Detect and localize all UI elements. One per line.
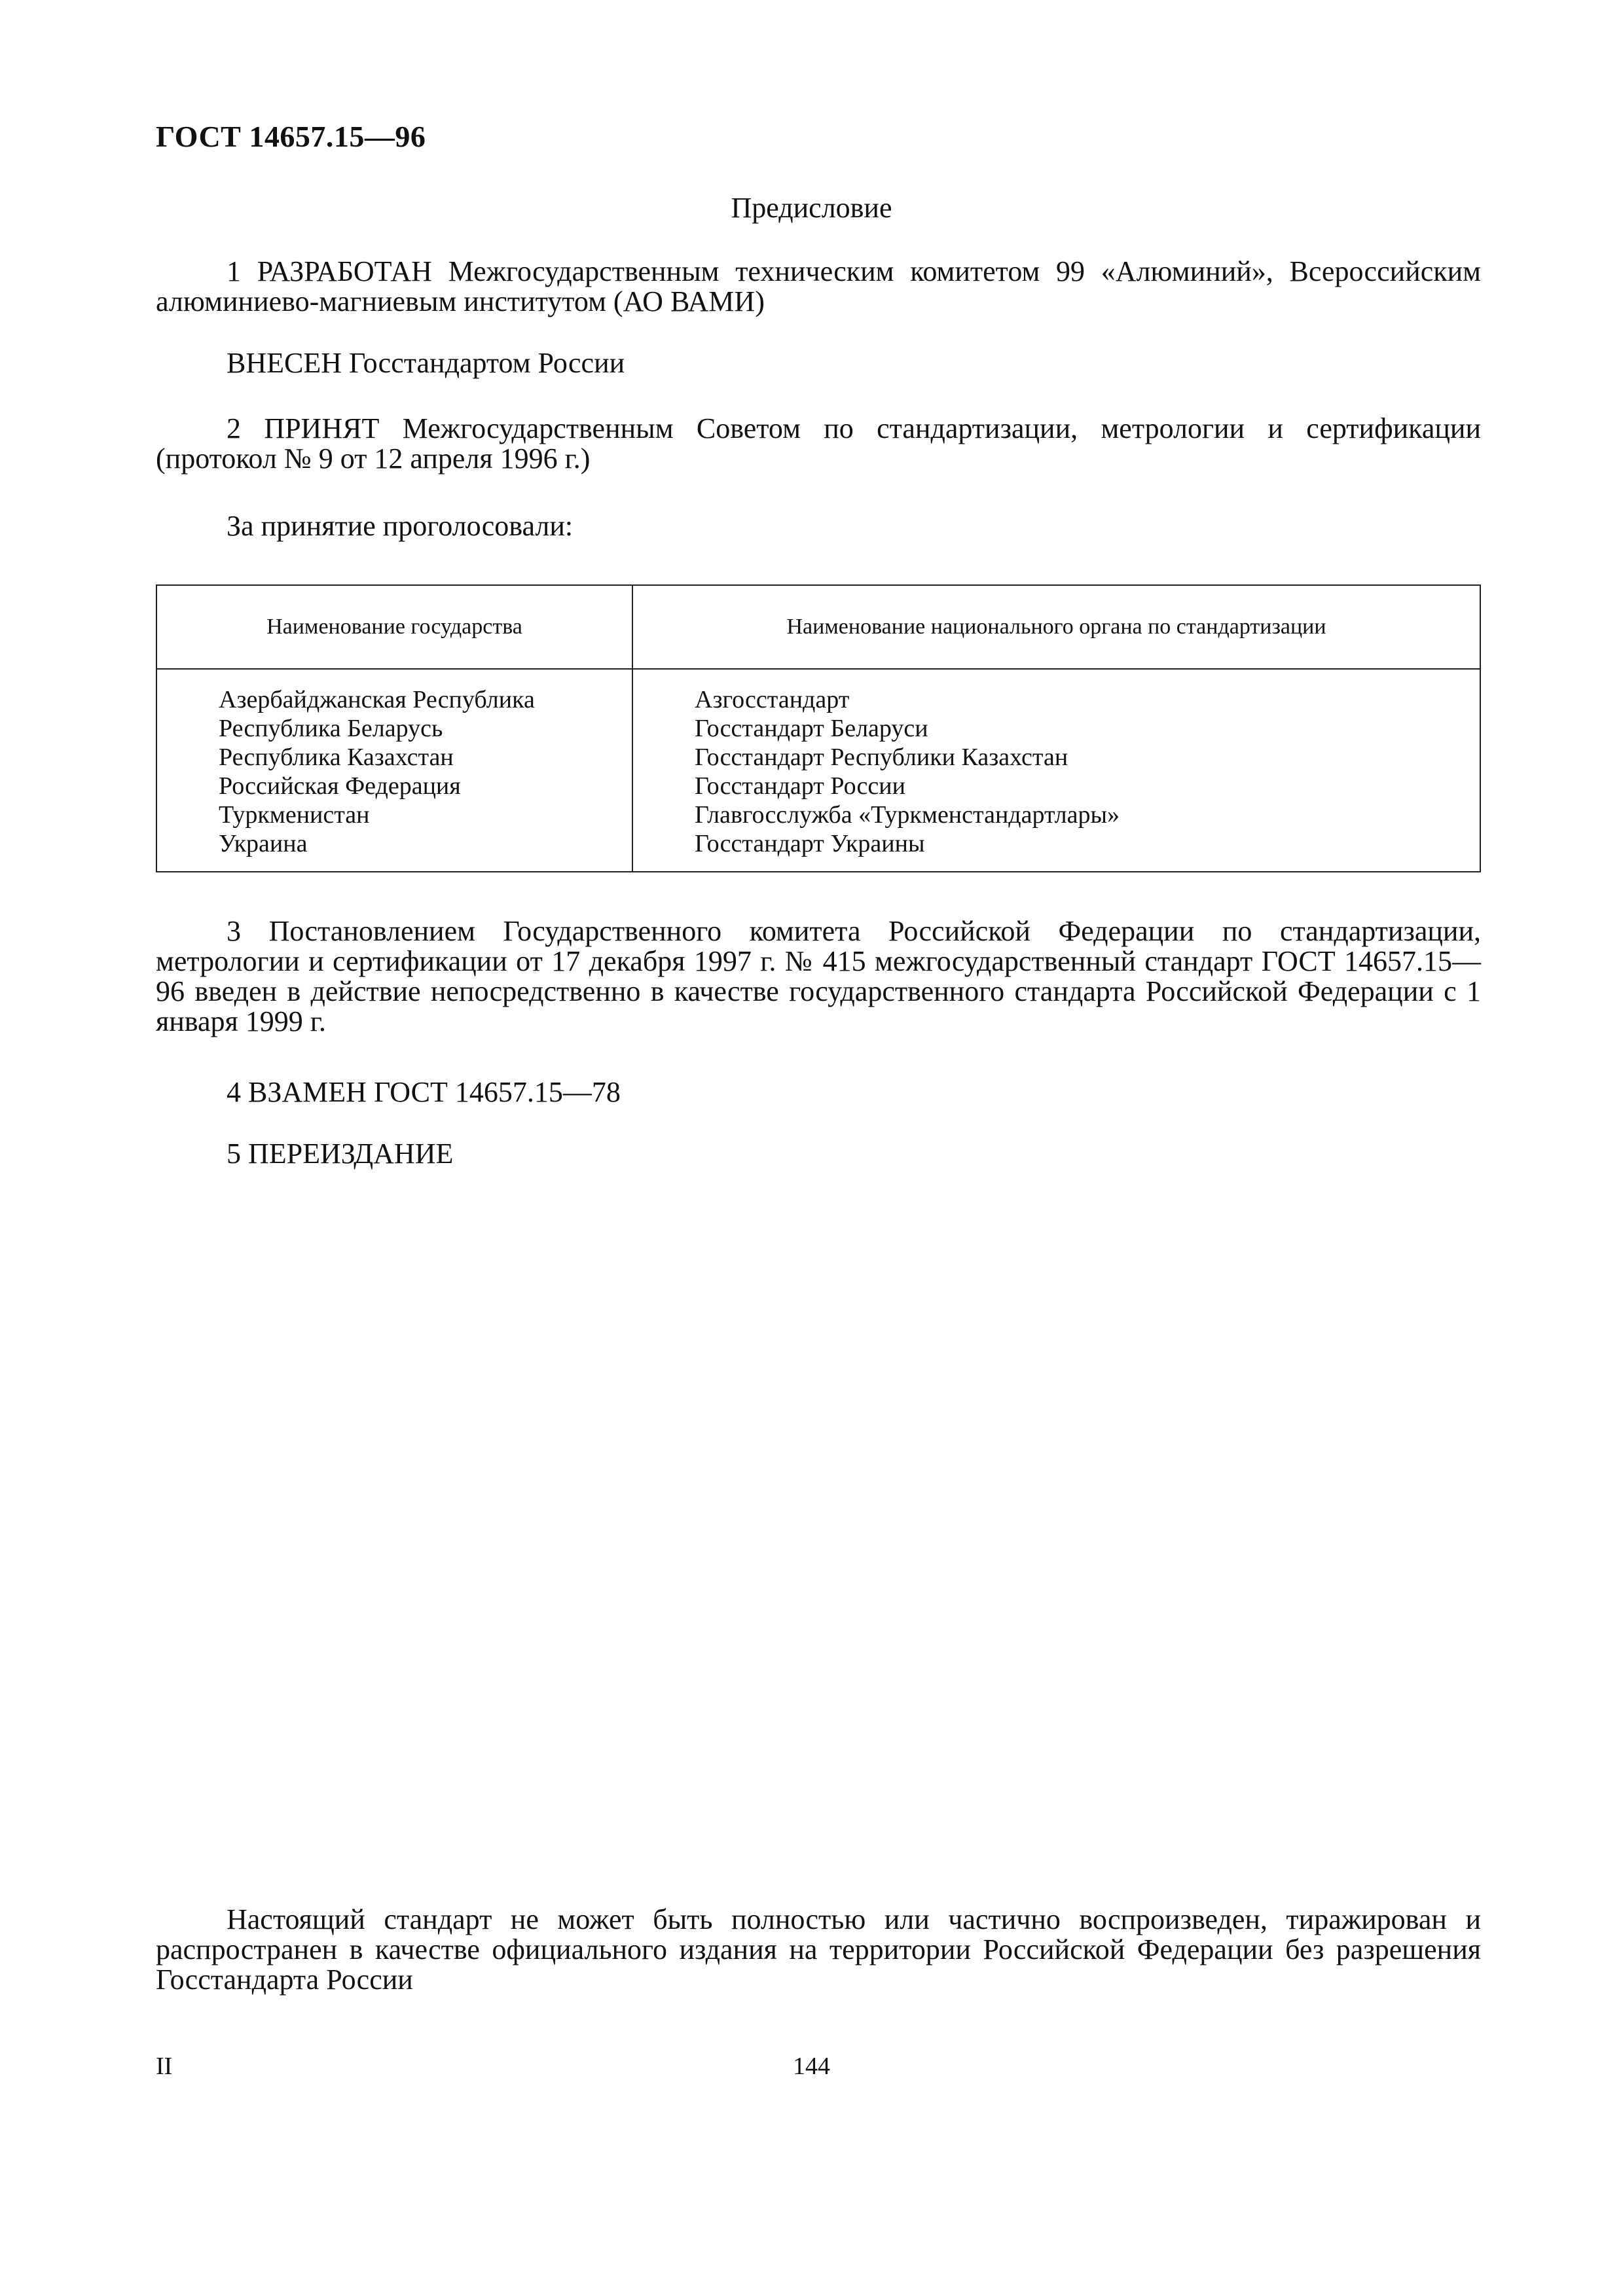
paragraph-resolution: 3 Постановлением Государственного комитета Российской Федерации по стандартизации, метрологии и сертификации от 17 декабря 1997 г. № 415 межгосударственный стандарт ГОСТ 14657.15—96 введен в действие непосредственно в качестве государственного стандарта Российской Федерации с 1 января 1999 г. xyxy=(156,915,1481,1037)
voting-intro: За принятие проголосовали: xyxy=(227,510,574,542)
section-title: Предисловие xyxy=(731,192,892,224)
state-name: Туркменистан xyxy=(219,801,370,829)
standards-body-name: Госстандарт Беларуси xyxy=(695,715,928,742)
state-name: Республика Беларусь xyxy=(219,715,443,742)
table-row xyxy=(156,669,1480,872)
state-name: Республика Казахстан xyxy=(219,744,454,771)
standards-body-name: Главгосслужба «Туркменстандартлары» xyxy=(695,801,1120,829)
paragraph-adopted: 2 ПРИНЯТ Межгосударственным Советом по стандартизации, метрологии и сертификации (протокол № 9 от 12 апреля 1996 г.) xyxy=(156,412,1481,475)
reproduction-notice: Настоящий стандарт не может быть полностью или частично воспроизведен, тиражирован и распространен в качестве официального издания на территории Российской Федерации без разрешения Госстандарта России xyxy=(156,1903,1481,1996)
state-name: Российская Федерация xyxy=(219,772,461,800)
states-column xyxy=(156,669,632,872)
document-code-header: ГОСТ 14657.15—96 xyxy=(156,120,426,153)
standards-body-name: Госстандарт Республики Казахстан xyxy=(695,744,1068,771)
paragraph-reissue: 5 ПЕРЕИЗДАНИЕ xyxy=(227,1138,454,1170)
table-header-state: Наименование государства xyxy=(156,585,632,669)
table-header-body: Наименование национального органа по стандартизации xyxy=(632,585,1480,669)
paragraph-replaces: 4 ВЗАМЕН ГОСТ 14657.15—78 xyxy=(227,1076,621,1108)
standards-body-name: Азгосстандарт xyxy=(695,686,850,713)
state-name: Украина xyxy=(219,830,308,857)
paragraph-introduced: ВНЕСЕН Госстандартом России xyxy=(227,347,625,379)
page-number: 144 xyxy=(793,2053,830,2080)
standards-body-name: Госстандарт Украины xyxy=(695,830,925,857)
roman-page-marker: II xyxy=(156,2053,173,2080)
table-header-row xyxy=(156,585,1480,669)
paragraph-developed: 1 РАЗРАБОТАН Межгосударственным техническим комитетом 99 «Алюминий», Всероссийским алюминиево-магниевым институтом (АО ВАМИ) xyxy=(156,255,1481,317)
state-name: Азербайджанская Республика xyxy=(219,686,535,713)
voting-states-table xyxy=(156,584,1481,872)
standards-body-name: Госстандарт России xyxy=(695,772,905,800)
bodies-column xyxy=(632,669,1480,872)
